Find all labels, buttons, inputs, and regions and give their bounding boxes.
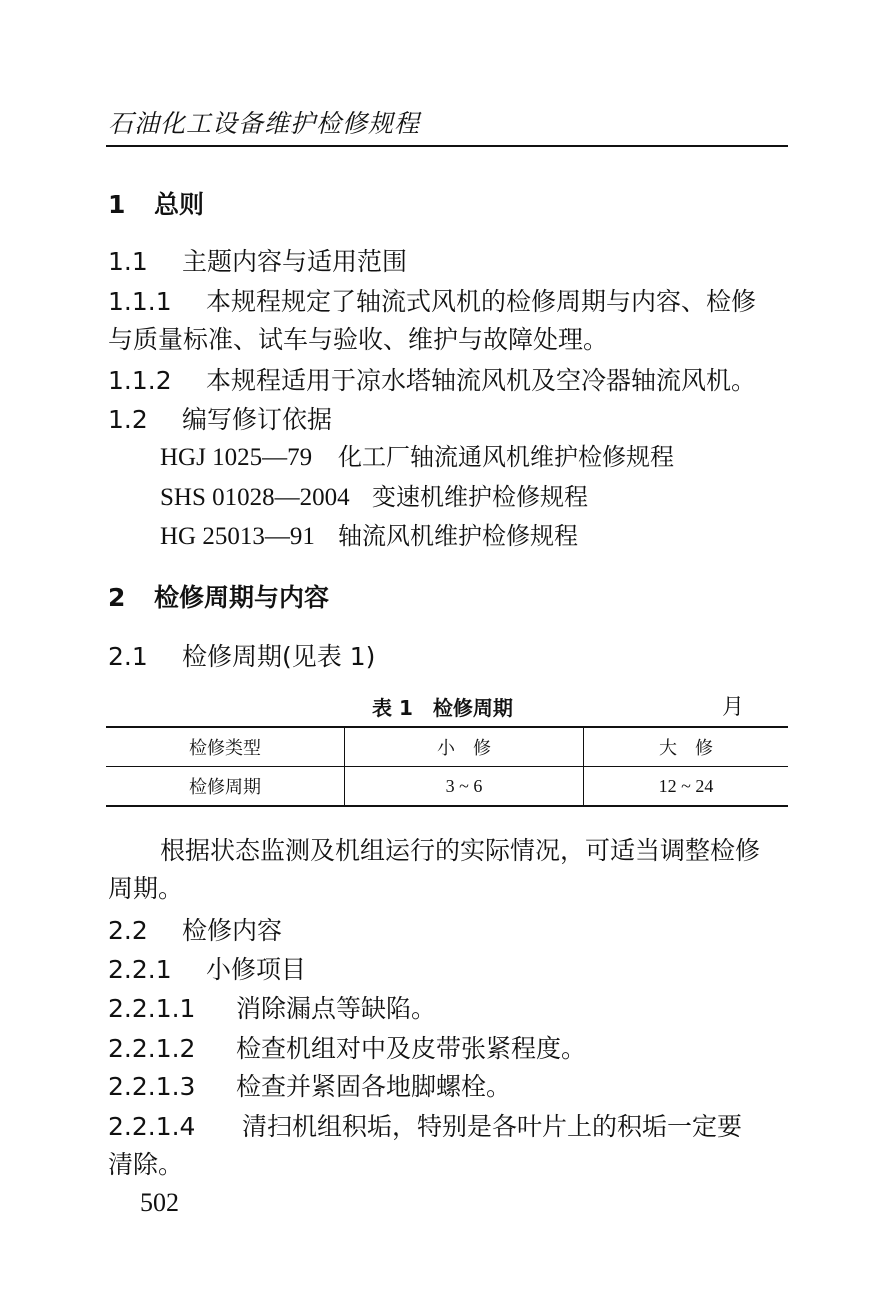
section-1-2-heading (108, 405, 332, 435)
item-number: 2.2.1.1 (108, 994, 196, 1023)
clause-number: 1.1.1 (108, 287, 172, 316)
reference-code: HGJ 1025—79 (160, 444, 313, 471)
section-number: 1 (108, 190, 126, 219)
table-cell: 3 ~ 6 (345, 767, 584, 807)
item-2-2-1-4 (108, 1112, 742, 1142)
clause-1-1-1 (108, 287, 756, 317)
section-number: 1.2 (108, 405, 148, 434)
item-text: 清扫机组积垢，特别是各叶片上的积垢一定要 (242, 1112, 743, 1141)
section-number: 2.2 (108, 916, 148, 945)
section-title: 总则 (154, 190, 205, 219)
reference-title: 化工厂轴流通风机维护检修规程 (338, 443, 674, 471)
clause-1-1-2 (108, 366, 756, 396)
paragraph-line: 周期。 (108, 874, 184, 903)
paragraph-line: 根据状态监测及机组运行的实际情况，可适当调整检修 (160, 836, 761, 865)
maintenance-cycle-table (106, 726, 788, 807)
page-number: 502 (140, 1188, 179, 1217)
section-number: 2.1 (108, 642, 148, 671)
clause-text: 本规程规定了轴流式风机的检修周期与内容、检修 (206, 287, 757, 316)
item-number: 2.2.1.3 (108, 1072, 196, 1101)
section-number: 2 (108, 583, 126, 612)
table-unit: 月 (722, 695, 745, 720)
running-head: 石油化工设备维护检修规程 (108, 109, 421, 138)
clause-1-1-1-continued: 与质量标准、试车与验收、维护与故障处理。 (108, 325, 609, 354)
section-title: 主题内容与适用范围 (182, 247, 408, 276)
section-2-1-heading (108, 642, 375, 672)
table-header-cell: 大 修 (584, 727, 789, 767)
section-number: 1.1 (108, 247, 148, 276)
item-2-2-1-1 (108, 994, 436, 1024)
item-2-2-1-3 (108, 1072, 511, 1102)
reference-item (160, 482, 588, 513)
section-title: 编写修订依据 (182, 405, 333, 434)
section-2-2-1-heading (108, 955, 306, 985)
reference-item (160, 442, 674, 473)
reference-title: 变速机维护检修规程 (372, 483, 588, 511)
item-number: 2.2.1.2 (108, 1034, 196, 1063)
section-1-heading (108, 190, 204, 220)
section-number: 2.2.1 (108, 955, 172, 984)
section-title: 小修项目 (206, 955, 307, 984)
table-header-row (106, 727, 788, 767)
reference-item (160, 521, 578, 552)
reference-title: 轴流风机维护检修规程 (338, 522, 578, 550)
reference-code: SHS 01028—2004 (160, 484, 350, 511)
item-text: 消除漏点等缺陷。 (236, 994, 437, 1023)
table-header-cell: 检修类型 (106, 727, 345, 767)
item-2-2-1-4-continued: 清除。 (108, 1150, 184, 1179)
table-header-cell: 小 修 (345, 727, 584, 767)
item-text: 检查并紧固各地脚螺栓。 (236, 1072, 512, 1101)
section-1-1-heading (108, 247, 407, 277)
table-cell: 检修周期 (106, 767, 345, 807)
section-2-heading (108, 583, 329, 613)
table-cell: 12 ~ 24 (584, 767, 789, 807)
item-text: 检查机组对中及皮带张紧程度。 (236, 1034, 587, 1063)
section-title: 检修周期(见表 1) (182, 642, 376, 671)
table-caption: 表 1 检修周期 (372, 696, 513, 720)
table-row (106, 767, 788, 807)
item-number: 2.2.1.4 (108, 1112, 196, 1141)
section-2-2-heading (108, 916, 282, 946)
section-title: 检修内容 (182, 916, 283, 945)
item-2-2-1-2 (108, 1034, 586, 1064)
section-title: 检修周期与内容 (154, 583, 330, 612)
reference-code: HG 25013—91 (160, 523, 315, 550)
clause-text: 本规程适用于凉水塔轴流风机及空冷器轴流风机。 (206, 366, 757, 395)
clause-number: 1.1.2 (108, 366, 172, 395)
header-rule (106, 145, 788, 147)
